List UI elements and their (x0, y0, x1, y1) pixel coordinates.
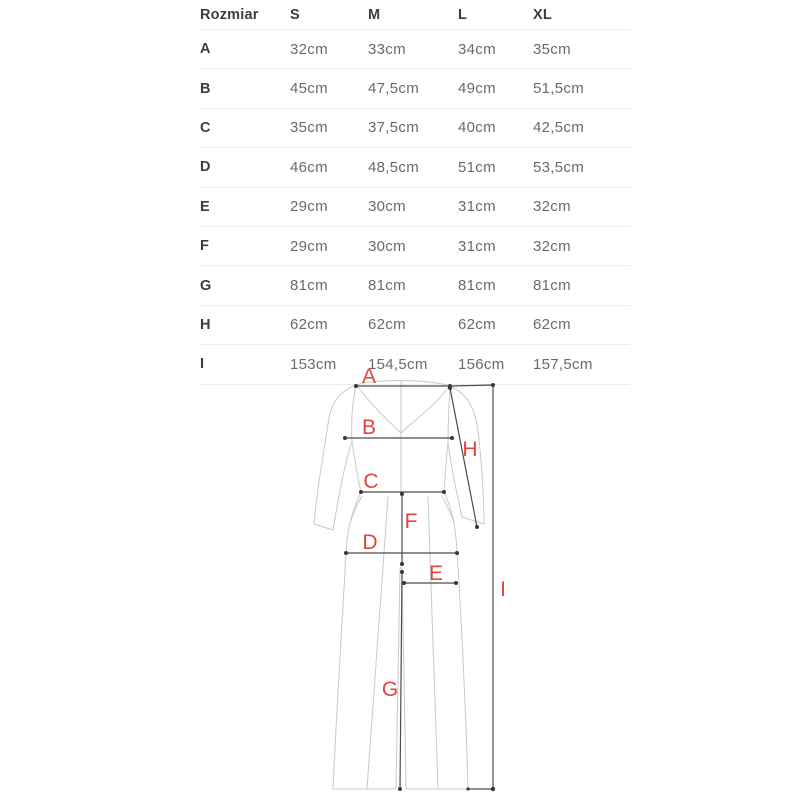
cell-value: 51,5cm (533, 80, 584, 98)
cell-value: 81cm (458, 277, 496, 295)
cell-value: 29cm (290, 198, 328, 216)
cell-value: 62cm (368, 316, 406, 334)
cell-value: 31cm (458, 237, 496, 255)
diagram-label-g: G (381, 678, 399, 701)
diagram-label-f: F (404, 510, 418, 533)
cell-value: 49cm (458, 80, 496, 98)
cell-value: 35cm (533, 40, 571, 58)
cell-value: 32cm (533, 198, 571, 216)
cell-value: 156cm (458, 355, 505, 373)
row-label: C (200, 119, 211, 136)
row-label: A (200, 41, 211, 58)
cell-value: 32cm (533, 237, 571, 255)
cell-value: 46cm (290, 158, 328, 176)
cell-value: 53,5cm (533, 158, 584, 176)
cell-value: 62cm (458, 316, 496, 334)
cell-value: 29cm (290, 237, 328, 255)
cell-value: 62cm (290, 316, 328, 334)
column-header-xl: XL (533, 6, 552, 23)
diagram-label-e: E (428, 562, 444, 585)
cell-value: 47,5cm (368, 80, 419, 98)
row-label: B (200, 80, 211, 97)
garment-outline (314, 381, 484, 789)
cell-value: 45cm (290, 80, 328, 98)
measurement-labels (362, 365, 506, 701)
row-label: D (200, 159, 211, 176)
cell-value: 30cm (368, 198, 406, 216)
measure-line-f (400, 492, 404, 566)
diagram-label-a: A (361, 365, 377, 388)
row-label: E (200, 198, 210, 215)
cell-value: 40cm (458, 119, 496, 137)
cell-value: 51cm (458, 158, 496, 176)
diagram-label-b: B (361, 416, 377, 439)
cell-value: 35cm (290, 119, 328, 137)
diagram-label-h: H (462, 438, 478, 461)
cell-value: 81cm (533, 277, 571, 295)
diagram-label-i: I (500, 578, 506, 601)
cell-value: 157,5cm (533, 355, 593, 373)
cell-value: 31cm (458, 198, 496, 216)
cell-value: 81cm (290, 277, 328, 295)
row-label: I (200, 356, 205, 373)
cell-value: 37,5cm (368, 119, 419, 137)
column-header-rozmiar: Rozmiar (200, 6, 259, 23)
cell-value: 30cm (368, 237, 406, 255)
cell-value: 62cm (533, 316, 571, 334)
cell-value: 42,5cm (533, 119, 584, 137)
cell-value: 33cm (368, 40, 406, 58)
row-label: G (200, 277, 212, 294)
column-header-m: M (368, 6, 381, 23)
column-header-s: S (290, 6, 300, 23)
cell-value: 154,5cm (368, 355, 428, 373)
row-label: H (200, 316, 211, 333)
cell-value: 32cm (290, 40, 328, 58)
diagram-label-c: C (363, 470, 379, 493)
diagram-label-d: D (362, 531, 378, 554)
cell-value: 34cm (458, 40, 496, 58)
row-label: F (200, 238, 210, 255)
cell-value: 153cm (290, 355, 337, 373)
cell-value: 48,5cm (368, 158, 419, 176)
measure-line-b (343, 436, 454, 440)
cell-value: 81cm (368, 277, 406, 295)
column-header-l: L (458, 6, 468, 23)
